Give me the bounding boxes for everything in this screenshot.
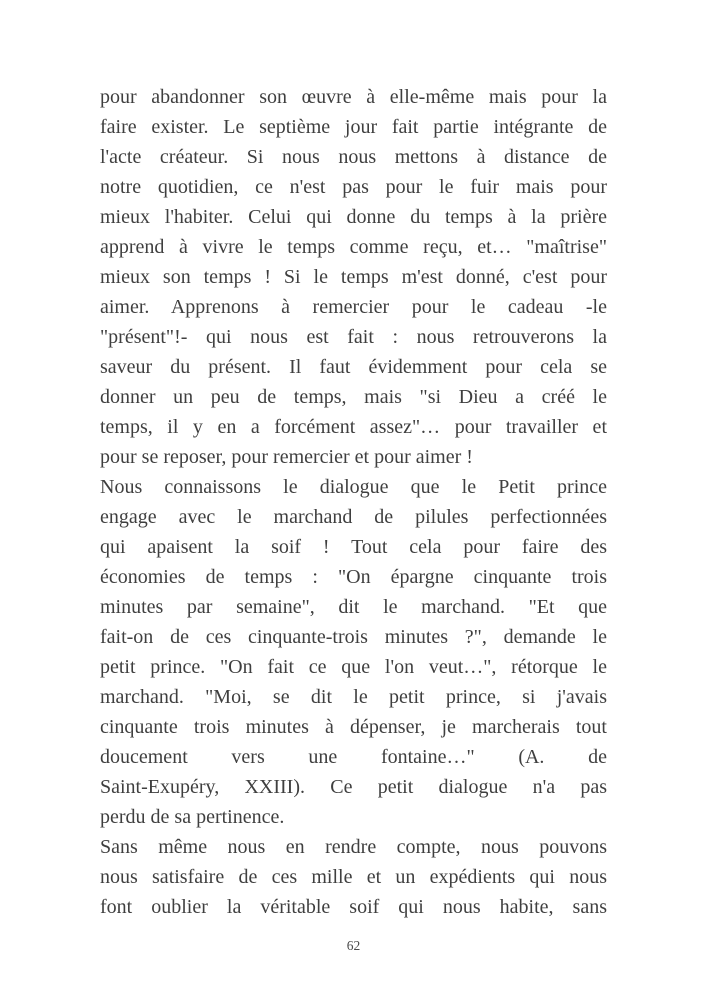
text-line: mieux l'habiter. Celui qui donne du temps à la prière <box>100 206 607 228</box>
text-line: apprend à vivre le temps comme reçu, et… "maîtrise" <box>100 236 607 258</box>
text-line: aimer. Apprenons à remercier pour le cadeau -le <box>100 296 607 318</box>
paragraph <box>100 472 607 832</box>
text-line: marchand. "Moi, se dit le petit prince, si j'avais <box>100 686 607 708</box>
text-line: Nous connaissons le dialogue que le Petit prince <box>100 476 607 498</box>
text-line: Saint-Exupéry, XXIII). Ce petit dialogue n'a pas <box>100 776 607 798</box>
text-line: l'acte créateur. Si nous nous mettons à distance de <box>100 146 607 168</box>
text-block <box>100 82 607 922</box>
text-line: qui apaisent la soif ! Tout cela pour faire des <box>100 536 607 558</box>
text-line: doucement vers une fontaine…" (A. de <box>100 746 607 768</box>
text-line: Sans même nous en rendre compte, nous pouvons <box>100 836 607 858</box>
paragraph <box>100 832 607 922</box>
text-line: petit prince. "On fait ce que l'on veut…", rétorque le <box>100 656 607 678</box>
text-line: mieux son temps ! Si le temps m'est donné, c'est pour <box>100 266 607 288</box>
text-line: engage avec le marchand de pilules perfectionnées <box>100 506 607 528</box>
text-line: perdu de sa pertinence. <box>100 806 285 828</box>
text-line: fait-on de ces cinquante-trois minutes ?", demande le <box>100 626 607 648</box>
page-number: 62 <box>346 938 361 953</box>
text-line: saveur du présent. Il faut évidemment pour cela se <box>100 356 607 378</box>
text-line: font oublier la véritable soif qui nous habite, sans <box>100 896 607 918</box>
text-line: donner un peu de temps, mais "si Dieu a créé le <box>100 386 607 408</box>
text-line: pour abandonner son œuvre à elle-même mais pour la <box>100 86 607 108</box>
text-line: temps, il y en a forcément assez"… pour travailler et <box>100 416 607 438</box>
text-line: pour se reposer, pour remercier et pour aimer ! <box>100 446 473 468</box>
text-line: nous satisfaire de ces mille et un expédients qui nous <box>100 866 607 888</box>
text-line: cinquante trois minutes à dépenser, je marcherais tout <box>100 716 607 738</box>
text-line: faire exister. Le septième jour fait partie intégrante de <box>100 116 607 138</box>
text-line: notre quotidien, ce n'est pas pour le fuir mais pour <box>100 176 607 198</box>
text-line: économies de temps : "On épargne cinquante trois <box>100 566 607 588</box>
paragraph <box>100 82 607 472</box>
text-line: minutes par semaine", dit le marchand. "Et que <box>100 596 607 618</box>
text-line: "présent"!- qui nous est fait : nous retrouverons la <box>100 326 607 348</box>
